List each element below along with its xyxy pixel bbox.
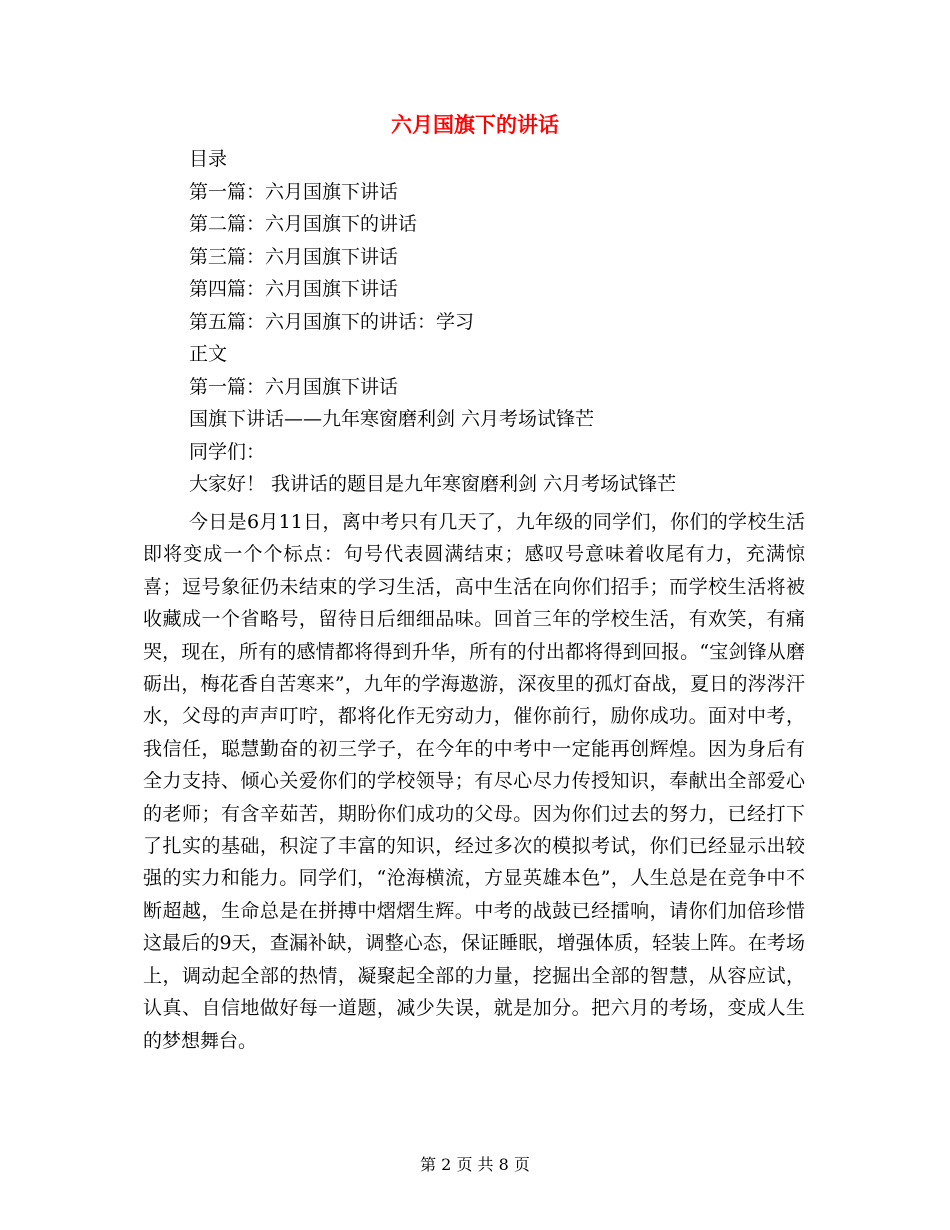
document-title: 六月国旗下的讲话 — [391, 112, 559, 137]
body-heading: 正文 — [189, 343, 228, 365]
page-number: 第 2 页 共 8 页 — [420, 1155, 530, 1174]
greeting: 大家好！ 我讲话的题目是九年寒窗磨利剑 六月考场试锋芒 — [189, 473, 677, 495]
toc-item-2: 第二篇：六月国旗下的讲话 — [189, 213, 418, 235]
salutation: 同学们： — [189, 441, 266, 463]
body-paragraph: 今日是6月11日，离中考只有几天了，九年级的同学们，你们的学校生活即将变成一个个标点：句号代表圆满结束；感叹号意味着收尾有力，充满惊喜；逗号象征仍未结束的学习生活，高中生活在向你们招手；而学校生活将被收藏成一个省略号，留待日后细细品味。回首三年的学校生活，有欢笑，有痛哭，现在，所有的感情都将得到升华，所有的付出都将得到回报。“宝剑锋从磨砺出，梅花香自苦寒来”，九年的学海遨游，深夜里的孤灯奋战，夏日的涔涔汗水，父母的声声叮咛，都将化作无穷动力，催你前行，励你成功。面对中考，我信任，聪慧勤奋的初三学子，在今年的中考中一定能再创辉煌。因为身后有全力支持、倾心关爱你们的学校领导；有尽心尽力传授知识，奉献出全部爱心的老师；有含辛茹苦，期盼你们成功的父母。因为你们过去的努力，已经打下了扎实的基础，积淀了丰富的知识，经过多次的模拟考试，你们已经显示出较强的实力和能力。同学们，“沧海横流，方显英雄本色”，人生总是在竞争中不断超越，生命总是在拼搏中熠熠生辉。中考的战鼓已经擂响，请你们加倍珍惜这最后的9天，查漏补缺，调整心态，保证睡眠，增强体质，轻装上阵。在考场上，调动起全部的热情，凝聚起全部的力量，挖掘出全部的智慧，从容应试，认真、自信地做好每一道题，减少失误，就是加分。把六月的考场，变成人生的梦想舞台。 — [143, 511, 805, 1052]
toc-item-5: 第五篇：六月国旗下的讲话：学习 — [189, 311, 475, 333]
toc-item-3: 第三篇：六月国旗下讲话 — [189, 246, 399, 268]
section-title: 第一篇：六月国旗下讲话 — [189, 376, 399, 398]
toc-heading: 目录 — [189, 148, 228, 170]
toc-item-1: 第一篇：六月国旗下讲话 — [189, 181, 399, 203]
speech-title: 国旗下讲话——九年寒窗磨利剑 六月考场试锋芒 — [189, 408, 595, 430]
toc-item-4: 第四篇：六月国旗下讲话 — [189, 278, 399, 300]
